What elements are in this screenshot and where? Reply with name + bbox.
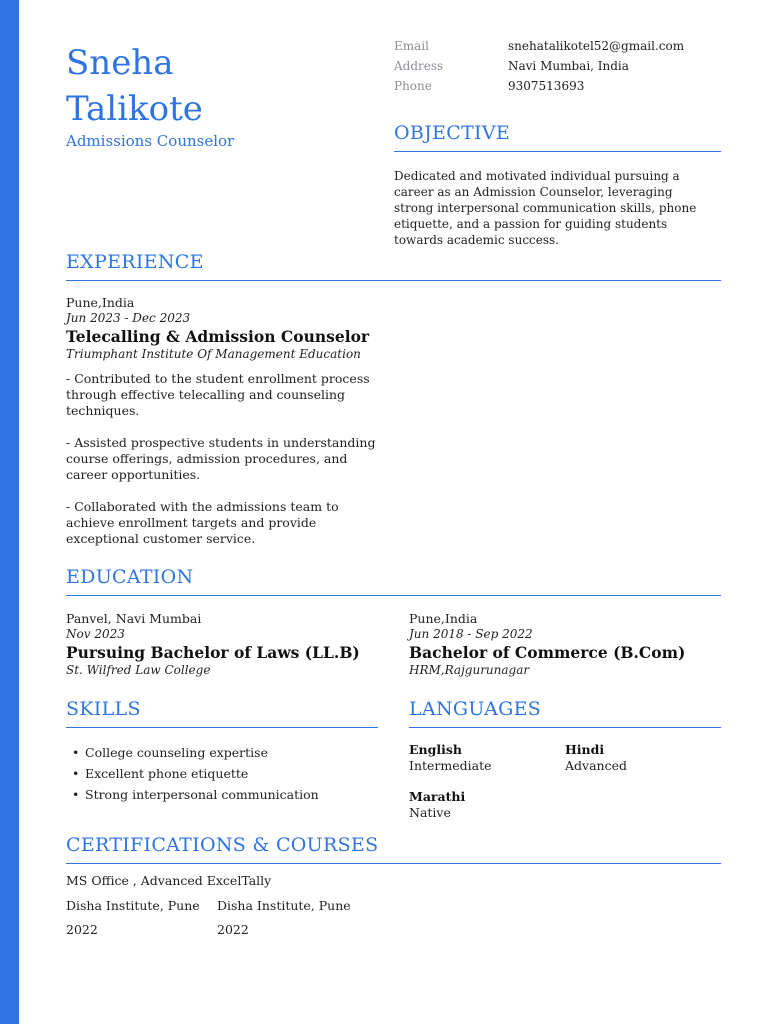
accent-sidebar-bar [0,0,19,1024]
address-label: Address [394,59,444,73]
experience-item [66,295,376,563]
experience-bullet: - Assisted prospective students in understanding course offerings, admission procedures, and career opportunities. [66,435,376,482]
education-school: HRM,Rajgurunagar [409,663,530,677]
education-dates: Jun 2018 - Sep 2022 [409,627,533,641]
language-level: Native [409,805,451,820]
email-label: Email [394,39,429,53]
language-item [565,742,627,774]
experience-bullet: - Collaborated with the admissions team to achieve enrollment targets and provide exceptional customer service. [66,499,339,546]
language-item [409,742,492,774]
certification-issuer: Disha Institute, Pune [66,898,200,913]
experience-location: Pune,India [66,295,135,310]
contact-block [394,36,684,96]
education-item [409,611,685,677]
certification-year: 2022 [66,922,98,937]
certification-name-1: MS Office , Advanced Excel [66,873,242,888]
certification-name [66,873,271,888]
contact-phone-row [394,76,684,96]
first-name: Sneha [66,43,174,83]
last-name: Talikote [66,89,203,129]
certification-name-2: Tally [241,873,272,888]
certifications-heading: CERTIFICATIONS & COURSES [66,834,721,864]
education-location: Pune,India [409,611,478,626]
candidate-name [66,40,203,132]
education-degree: Bachelor of Commerce (B.Com) [409,643,686,662]
language-item [409,789,465,821]
skills-heading: SKILLS [66,698,378,728]
job-title: Admissions Counselor [66,132,235,150]
phone-value[interactable]: 9307513693 [508,79,585,93]
skill-item: • Strong interpersonal communication [66,784,319,805]
experience-heading: EXPERIENCE [66,251,721,281]
contact-address-row [394,56,684,76]
experience-dates: Jun 2023 - Dec 2023 [66,311,191,325]
language-name: English [409,742,462,757]
certification-issuer: Disha Institute, Pune [217,898,351,913]
phone-label: Phone [394,79,432,93]
language-name: Hindi [565,742,605,757]
language-level: Intermediate [409,758,492,773]
address-value: Navi Mumbai, India [508,59,629,73]
language-level: Advanced [565,758,627,773]
certification-year: 2022 [217,922,249,937]
education-school: St. Wilfred Law College [66,663,211,677]
education-degree: Pursuing Bachelor of Laws (LL.B) [66,643,360,662]
language-name: Marathi [409,789,466,804]
skills-list [66,742,319,805]
skill-item: • Excellent phone etiquette [66,763,319,784]
skill-item: • College counseling expertise [66,742,319,763]
experience-bullet: - Contributed to the student enrollment process through effective telecalling and counseling techniques. [66,371,370,418]
languages-heading: LANGUAGES [409,698,721,728]
email-value[interactable]: snehatalikotel52@gmail.com [508,39,685,53]
education-dates: Nov 2023 [66,627,125,641]
contact-email-row [394,36,684,56]
education-heading: EDUCATION [66,566,721,596]
experience-bullets [66,371,376,547]
experience-org: Triumphant Institute Of Management Education [66,347,361,361]
education-location: Panvel, Navi Mumbai [66,611,202,626]
education-item [66,611,360,677]
objective-text: Dedicated and motivated individual pursuing a career as an Admission Counselor, leveraging strong interpersonal communication skills, phone etiquette, and a passion for guiding students towards academic success. [394,169,697,247]
experience-role: Telecalling & Admission Counselor [66,327,370,346]
objective-heading: OBJECTIVE [394,122,721,152]
